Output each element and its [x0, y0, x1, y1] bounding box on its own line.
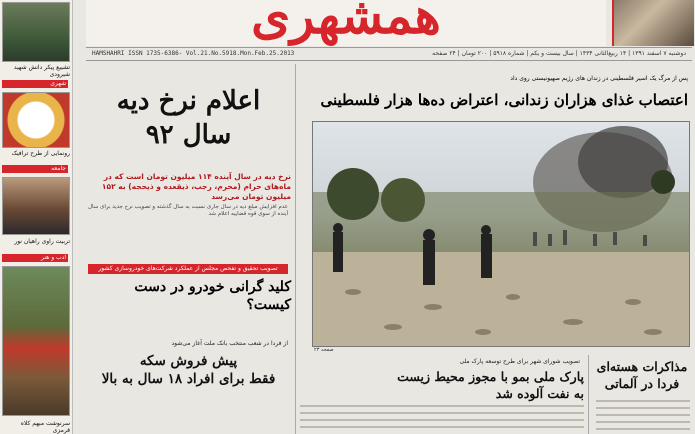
photo-thumbnail[interactable] [2, 177, 70, 235]
red-news-bar[interactable]: تصویب تحقیق و تفحص مجلس از عملکرد شرکت‌های خودروسازی کشور [88, 264, 288, 274]
park-body-placeholder [300, 405, 584, 433]
photo-thumbnail[interactable] [2, 2, 70, 62]
coin-sale-headline-line2: فقط برای افراد ۱۸ سال به بالا [101, 371, 276, 387]
sale-kicker: از فردا در شعب منتخب بانک ملت آغاز می‌شود [171, 340, 288, 347]
lead-headline-line1: اعلام نرخ دیه [116, 86, 261, 116]
section-label: ادب و هنر [2, 254, 68, 262]
nuclear-headline-line1: مذاکرات هسته‌ای [596, 359, 688, 374]
park-kicker: تصویب شورای شهر برای طرح توسعه پارک ملی [459, 358, 580, 365]
left-caption: رونمایی از طرح ترافیک [11, 150, 70, 157]
lead-headline-line2: سال ۹۲ [145, 120, 232, 150]
masthead[interactable] [86, 0, 606, 46]
masthead-photo[interactable] [612, 0, 694, 46]
date-line: دوشنبه ۷ اسفند ۱۳۹۱ | ۱۴ ربیع‌الثانی ۱۴۳۴ | سال بیست و یکم | شماره ۵۹۱۸ | ۲۰۰ تومان | ۲۴ صفحه [432, 50, 686, 57]
protest-scene-image [313, 122, 689, 346]
nuclear-body-placeholder [596, 400, 690, 432]
photo-thumbnail[interactable] [2, 92, 70, 148]
section-label: شهری [2, 80, 68, 88]
main-story [300, 64, 692, 354]
left-caption: تربیت راوی راهیان نور [14, 238, 70, 245]
left-caption: سرنوشت مبهم کلاه قرمزی [20, 420, 70, 434]
column-divider [295, 64, 296, 434]
nuclear-talks-headline[interactable] [594, 358, 690, 392]
car-price-headline[interactable]: کلید گرانی خودرو در دست کیست؟ [134, 279, 291, 313]
park-headline-line1: پارک ملی بمو با مجوز محیط زیست [397, 369, 584, 384]
photo-credit: صفحه ۲۳ [314, 347, 334, 353]
main-headline[interactable]: اعتصاب غذای هزاران زندانی، اعتراض ده‌ها هزار فلسطینی [320, 91, 688, 109]
masthead-logo: همشهری [251, 0, 441, 45]
coin-sale-headline-line1: پیش فروش سکه [139, 353, 238, 369]
lead-body-text: عدم افزایش مبلغ دیه در سال جاری نسبت به سال گذشته و تصویب نرخ جدید برای سال آینده از سوی قوه قضاییه اعلام شد [88, 204, 288, 217]
main-kicker: پس از مرگ یک اسیر فلسطینی در زندان های رژیم صهیونیستی روی داد [510, 75, 688, 82]
left-sidebar [0, 0, 73, 434]
lead-headline[interactable] [86, 84, 291, 152]
lead-subhead: نرخ دیه در سال آینده ۱۱۴ میلیون تومان است که در ماه‌های حرام (محرم، رجب، ذیقعده و ذیحجه) به ۱۵۲ میلیون تومان می‌رسد [101, 172, 291, 201]
issn-line: HAMSHAHRI ISSN 1735-6386- Vol.21.No.5918.Mon.Feb.25.2013 [92, 50, 295, 57]
lead-story-column [86, 64, 291, 434]
issue-info-bar [86, 47, 692, 61]
section-label: جامعه [2, 165, 68, 173]
park-headline[interactable] [300, 368, 584, 402]
main-photo[interactable] [312, 121, 690, 347]
coin-sale-headline[interactable] [86, 352, 291, 388]
photo-thumbnail[interactable] [2, 266, 70, 416]
column-divider [588, 355, 589, 434]
park-headline-line2: به نفت آلوده شد [495, 386, 584, 401]
left-caption: تشییع پیکر دانش شهید شیرودی [13, 64, 70, 78]
nuclear-headline-line2: فردا در آلماتی [604, 376, 680, 391]
